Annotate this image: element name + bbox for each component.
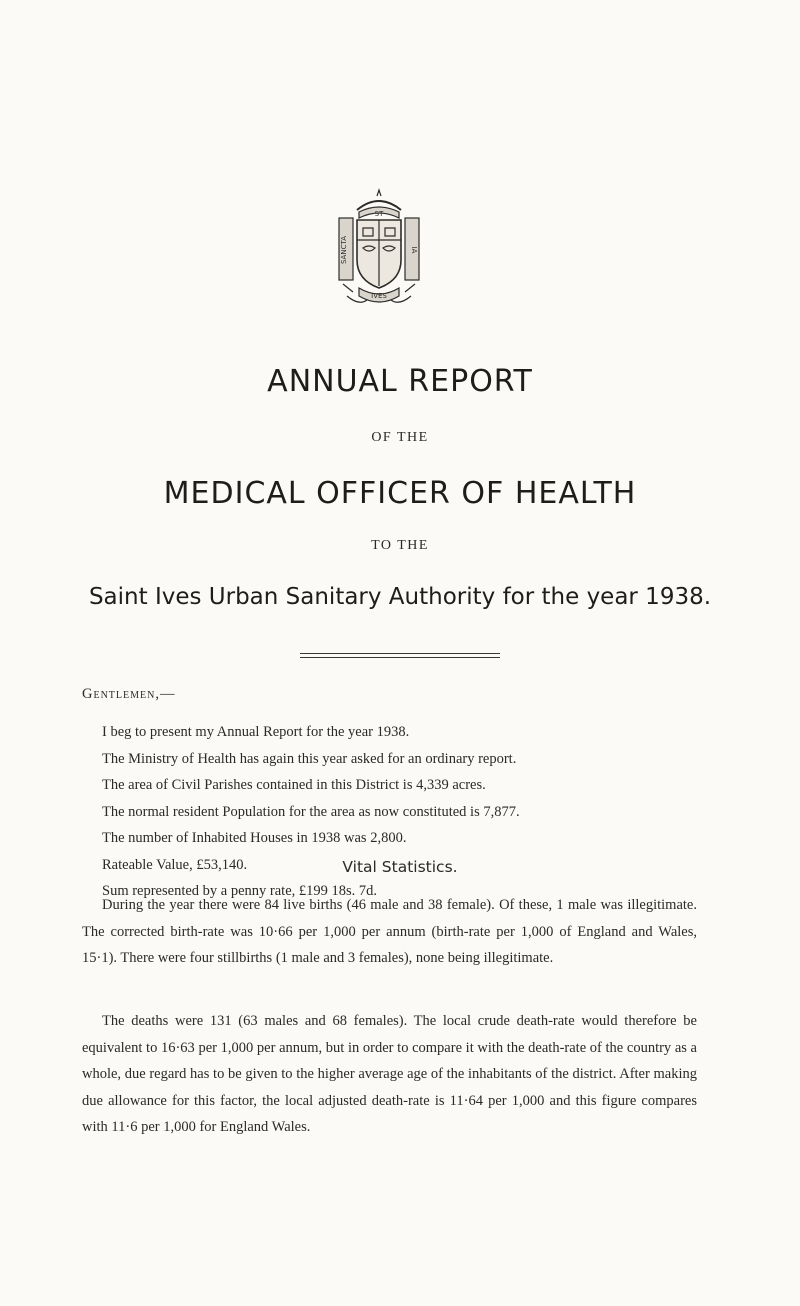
title-authority: Saint Ives Urban Sanitary Authority for the year 1938. [88, 584, 712, 610]
report-title: ANNUAL REPORT [267, 364, 533, 399]
fact-line: The number of Inhabited Houses in 1938 was 2,800. [102, 830, 407, 846]
seal-bottom-legend: IVES [371, 292, 387, 300]
section-heading-vital-statistics: Vital Statistics. [342, 858, 458, 876]
births-paragraph: During the year there were 84 live births (46 male and 38 female). Of these, 1 male was illegitimate. The corrected birth-rate was 10·66 per 1,000 per annum (birth-rate per 1,000 of England and Wales, 15·1). There were four stillbirths (1 male and 3 females), none being illegitimate. [82, 897, 697, 967]
fact-line: Rateable Value, £53,140. [102, 856, 248, 873]
seal-right-legend: IA [410, 246, 418, 254]
divider-rule-bottom [300, 657, 500, 658]
fact-line: The area of Civil Parishes contained in this District is 4,339 acres. [102, 777, 486, 793]
deaths-paragraph: The deaths were 131 (63 males and 68 females). The local crude death-rate would therefore be equivalent to 16·63 per 1,000 per annum, but in order to compare it with the death-rate of the country as a whole, due regard has to be given to the higher average age of the inhabitants of the district. After making due allowance for this factor, the local adjusted death-rate is 11·64 per 1,000 and this figure compares with 11·6 per 1,000 for England Wales. [82, 1013, 697, 1136]
fact-line: The normal resident Population for the area as now constituted is 7,877. [102, 803, 520, 820]
fact-line: I beg to present my Annual Report for the year 1938. [102, 724, 410, 740]
summary-facts-list [102, 722, 520, 908]
seal-top-legend: ST [374, 210, 384, 218]
title-to-the: TO THE [371, 538, 429, 553]
fact-line: Sum represented by a penny rate, £199 18s. 7d. [102, 883, 378, 899]
title-medical-officer: MEDICAL OFFICER OF HEALTH [163, 476, 637, 511]
fact-line: The Ministry of Health has again this year asked for an ordinary report. [102, 750, 517, 767]
seal-left-legend: SANCTA [340, 235, 348, 265]
salutation: Gentlemen,— [82, 686, 176, 702]
borough-seal-emblem [329, 188, 429, 313]
title-of-the: OF THE [371, 430, 429, 445]
divider-rule-top [300, 653, 500, 654]
